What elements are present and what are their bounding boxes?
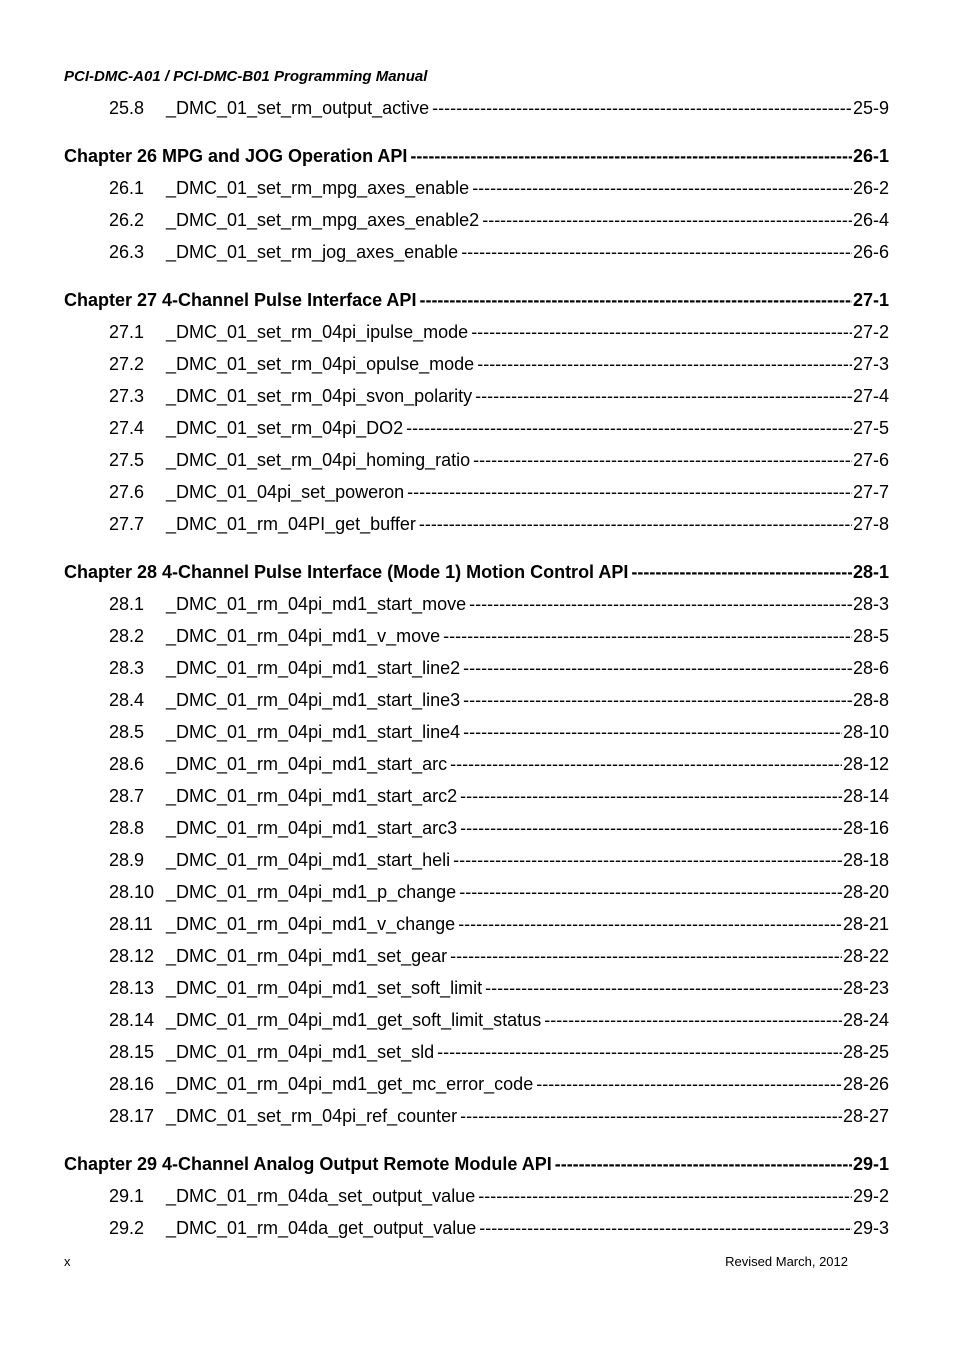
toc-page-number: 28-5 (852, 626, 889, 646)
toc-entry-row[interactable] (64, 716, 889, 748)
toc-leader (406, 412, 852, 444)
toc-page-number: 27-6 (852, 450, 889, 470)
toc-entry-number: 27.4 (109, 418, 145, 438)
toc-leader (459, 876, 842, 908)
toc-entry-row[interactable] (64, 812, 889, 844)
toc-entry-row[interactable] (64, 316, 889, 348)
toc-entry-row[interactable] (64, 1068, 889, 1100)
toc-page-number: 28-3 (852, 594, 889, 614)
toc-page-number: 29-3 (852, 1218, 889, 1238)
toc-chapter-title: Chapter 27 4-Channel Pulse Interface API (64, 290, 417, 310)
toc-entry-title: _DMC_01_rm_04pi_md1_start_arc2 (166, 786, 458, 806)
toc-leader (460, 812, 842, 844)
toc-page-number: 28-26 (842, 1074, 889, 1094)
toc-chapter-row[interactable] (64, 556, 889, 588)
toc-entry-title: _DMC_01_rm_04pi_md1_get_soft_limit_status (166, 1010, 542, 1030)
toc-entry-title: _DMC_01_set_rm_04pi_ipulse_mode (166, 322, 469, 342)
toc-entry-number: 26.3 (109, 242, 145, 262)
toc-leader (472, 172, 852, 204)
toc-entry-row[interactable] (64, 476, 889, 508)
toc-page-number: 27-8 (852, 514, 889, 534)
toc-entry-title: _DMC_01_rm_04pi_md1_start_line2 (166, 658, 461, 678)
footer-page-number: x (64, 1254, 71, 1269)
toc-entry-number: 28.11 (109, 914, 153, 934)
toc-entry-number: 25.8 (109, 98, 145, 118)
toc-entry-row[interactable] (64, 1212, 889, 1244)
toc-entry-number: 27.2 (109, 354, 145, 374)
toc-entry-number: 28.16 (109, 1074, 155, 1094)
toc-chapter-row[interactable] (64, 1148, 889, 1180)
toc-entry-title: _DMC_01_rm_04pi_md1_get_mc_error_code (166, 1074, 534, 1094)
toc-entry-title: _DMC_01_rm_04pi_md1_start_move (166, 594, 467, 614)
toc-entry-title: _DMC_01_set_rm_output_active (166, 98, 430, 118)
toc-leader (432, 92, 852, 124)
toc-entry-number: 28.8 (109, 818, 145, 838)
toc-entry-number: 29.1 (109, 1186, 145, 1206)
toc-page-number: 26-1 (852, 146, 889, 166)
toc-entry-title: _DMC_01_rm_04pi_md1_start_line4 (166, 722, 461, 742)
toc-leader (475, 380, 852, 412)
toc-page-number: 28-8 (852, 690, 889, 710)
toc-entry-number: 27.5 (109, 450, 145, 470)
toc-entry-title: _DMC_01_rm_04PI_get_buffer (166, 514, 416, 534)
toc-leader (460, 780, 842, 812)
toc-entry-number: 28.12 (109, 946, 155, 966)
toc-entry-title: _DMC_01_set_rm_mpg_axes_enable2 (166, 210, 480, 230)
toc-entry-row[interactable] (64, 748, 889, 780)
toc-entry-number: 28.14 (109, 1010, 155, 1030)
toc-entry-row[interactable] (64, 204, 889, 236)
toc-entry-row[interactable] (64, 380, 889, 412)
toc-chapter-title: Chapter 29 4-Channel Analog Output Remote Module API (64, 1154, 552, 1174)
toc-leader (555, 1148, 852, 1180)
toc-leader (419, 284, 852, 316)
toc-leader (463, 652, 852, 684)
toc-entry-title: _DMC_01_set_rm_04pi_homing_ratio (166, 450, 471, 470)
toc-entry-title: _DMC_01_rm_04pi_md1_set_sld (166, 1042, 435, 1062)
toc-entry-title: _DMC_01_rm_04pi_md1_set_soft_limit (166, 978, 483, 998)
toc-entry-number: 26.1 (109, 178, 145, 198)
toc-entry-title: _DMC_01_rm_04da_get_output_value (166, 1218, 477, 1238)
toc-leader (473, 444, 852, 476)
toc-entry-title: _DMC_01_rm_04pi_md1_p_change (166, 882, 457, 902)
toc-entry-number: 27.7 (109, 514, 145, 534)
toc-entry-row[interactable] (64, 620, 889, 652)
toc-page-number: 28-27 (842, 1106, 889, 1126)
manual-header: PCI-DMC-A01 / PCI-DMC-B01 Programming Manual (64, 68, 428, 85)
toc-leader (485, 972, 842, 1004)
toc-entry-number: 28.15 (109, 1042, 155, 1062)
toc-page-number: 29-1 (852, 1154, 889, 1174)
toc-page-number: 28-20 (842, 882, 889, 902)
toc-page-number: 27-3 (852, 354, 889, 374)
toc-chapter-row[interactable] (64, 140, 889, 172)
toc-page-number: 28-22 (842, 946, 889, 966)
toc-entry-title: _DMC_01_rm_04pi_md1_v_move (166, 626, 441, 646)
toc-page-number: 28-16 (842, 818, 889, 838)
toc-page-number: 28-6 (852, 658, 889, 678)
toc-leader (463, 684, 852, 716)
toc-entry-row[interactable] (64, 780, 889, 812)
toc-leader (479, 1212, 852, 1244)
toc-leader (437, 1036, 842, 1068)
toc-leader (461, 236, 852, 268)
toc-entry-row[interactable] (64, 412, 889, 444)
toc-entry-number: 28.4 (109, 690, 145, 710)
toc-page-number: 26-6 (852, 242, 889, 262)
toc-page-number: 27-2 (852, 322, 889, 342)
toc-entry-row[interactable] (64, 172, 889, 204)
toc-entry-title: _DMC_01_rm_04pi_md1_v_change (166, 914, 456, 934)
toc-leader (410, 140, 852, 172)
toc-leader (477, 348, 852, 380)
toc-entry-number: 27.1 (109, 322, 145, 342)
toc-leader (460, 1100, 842, 1132)
toc-chapter-row[interactable] (64, 284, 889, 316)
toc-entry-row[interactable] (64, 236, 889, 268)
toc-leader (443, 620, 852, 652)
toc-page-number: 28-23 (842, 978, 889, 998)
toc-leader (407, 476, 852, 508)
toc-entry-number: 28.10 (109, 882, 155, 902)
toc-entry-number: 28.5 (109, 722, 145, 742)
toc-leader (453, 844, 842, 876)
table-of-contents (64, 92, 889, 1244)
toc-entry-row[interactable] (64, 684, 889, 716)
toc-leader (471, 316, 852, 348)
toc-entry-row[interactable] (64, 588, 889, 620)
toc-chapter-title: Chapter 28 4-Channel Pulse Interface (Mode 1) Motion Control API (64, 562, 629, 582)
toc-entry-row[interactable] (64, 1100, 889, 1132)
toc-leader (450, 748, 842, 780)
toc-entry-row[interactable] (64, 1036, 889, 1068)
toc-leader (450, 940, 842, 972)
toc-leader (478, 1180, 852, 1212)
toc-entry-title: _DMC_01_rm_04pi_md1_start_arc3 (166, 818, 458, 838)
toc-page-number: 25-9 (852, 98, 889, 118)
toc-leader (419, 508, 852, 540)
toc-entry-row[interactable] (64, 844, 889, 876)
toc-page-number: 28-10 (842, 722, 889, 742)
toc-entry-row[interactable] (64, 444, 889, 476)
toc-entry-row[interactable] (64, 1180, 889, 1212)
toc-leader (469, 588, 852, 620)
toc-entry-row[interactable] (64, 92, 889, 124)
toc-entry-title: _DMC_01_set_rm_04pi_ref_counter (166, 1106, 458, 1126)
toc-entry-row[interactable] (64, 1004, 889, 1036)
toc-entry-row[interactable] (64, 908, 889, 940)
toc-entry-row[interactable] (64, 652, 889, 684)
toc-entry-title: _DMC_01_set_rm_jog_axes_enable (166, 242, 459, 262)
toc-entry-row[interactable] (64, 940, 889, 972)
toc-page-number: 26-4 (852, 210, 889, 230)
toc-entry-number: 28.7 (109, 786, 145, 806)
toc-entry-title: _DMC_01_04pi_set_poweron (166, 482, 405, 502)
toc-entry-number: 29.2 (109, 1218, 145, 1238)
toc-entry-number: 28.6 (109, 754, 145, 774)
toc-entry-number: 27.6 (109, 482, 145, 502)
toc-entry-title: _DMC_01_set_rm_04pi_opulse_mode (166, 354, 475, 374)
toc-entry-title: _DMC_01_rm_04da_set_output_value (166, 1186, 476, 1206)
toc-entry-number: 28.2 (109, 626, 145, 646)
toc-entry-title: _DMC_01_rm_04pi_md1_start_line3 (166, 690, 461, 710)
footer-revision: Revised March, 2012 (725, 1254, 848, 1269)
toc-entry-title: _DMC_01_rm_04pi_md1_start_arc (166, 754, 448, 774)
toc-entry-row[interactable] (64, 348, 889, 380)
toc-page-number: 27-5 (852, 418, 889, 438)
toc-entry-number: 28.13 (109, 978, 155, 998)
toc-page-number: 27-1 (852, 290, 889, 310)
toc-page-number: 27-4 (852, 386, 889, 406)
toc-entry-number: 28.9 (109, 850, 145, 870)
toc-entry-title: _DMC_01_set_rm_mpg_axes_enable (166, 178, 470, 198)
toc-chapter-title: Chapter 26 MPG and JOG Operation API (64, 146, 408, 166)
toc-leader (631, 556, 852, 588)
toc-page-number: 28-12 (842, 754, 889, 774)
toc-page-number: 28-21 (842, 914, 889, 934)
toc-entry-number: 28.17 (109, 1106, 155, 1126)
toc-entry-title: _DMC_01_rm_04pi_md1_start_heli (166, 850, 451, 870)
toc-page-number: 28-18 (842, 850, 889, 870)
toc-entry-number: 28.3 (109, 658, 145, 678)
toc-leader (463, 716, 842, 748)
toc-page-number: 28-25 (842, 1042, 889, 1062)
toc-entry-row[interactable] (64, 508, 889, 540)
toc-leader (482, 204, 852, 236)
toc-page-number: 27-7 (852, 482, 889, 502)
toc-page-number: 28-1 (852, 562, 889, 582)
toc-entry-number: 27.3 (109, 386, 145, 406)
toc-page-number: 29-2 (852, 1186, 889, 1206)
toc-entry-number: 28.1 (109, 594, 145, 614)
toc-entry-title: _DMC_01_set_rm_04pi_svon_polarity (166, 386, 473, 406)
toc-entry-row[interactable] (64, 876, 889, 908)
toc-leader (458, 908, 842, 940)
toc-entry-title: _DMC_01_rm_04pi_md1_set_gear (166, 946, 448, 966)
toc-entry-number: 26.2 (109, 210, 145, 230)
toc-entry-title: _DMC_01_set_rm_04pi_DO2 (166, 418, 404, 438)
toc-page-number: 26-2 (852, 178, 889, 198)
toc-leader (536, 1068, 842, 1100)
toc-page-number: 28-24 (842, 1010, 889, 1030)
toc-entry-row[interactable] (64, 972, 889, 1004)
toc-page-number: 28-14 (842, 786, 889, 806)
toc-leader (544, 1004, 842, 1036)
